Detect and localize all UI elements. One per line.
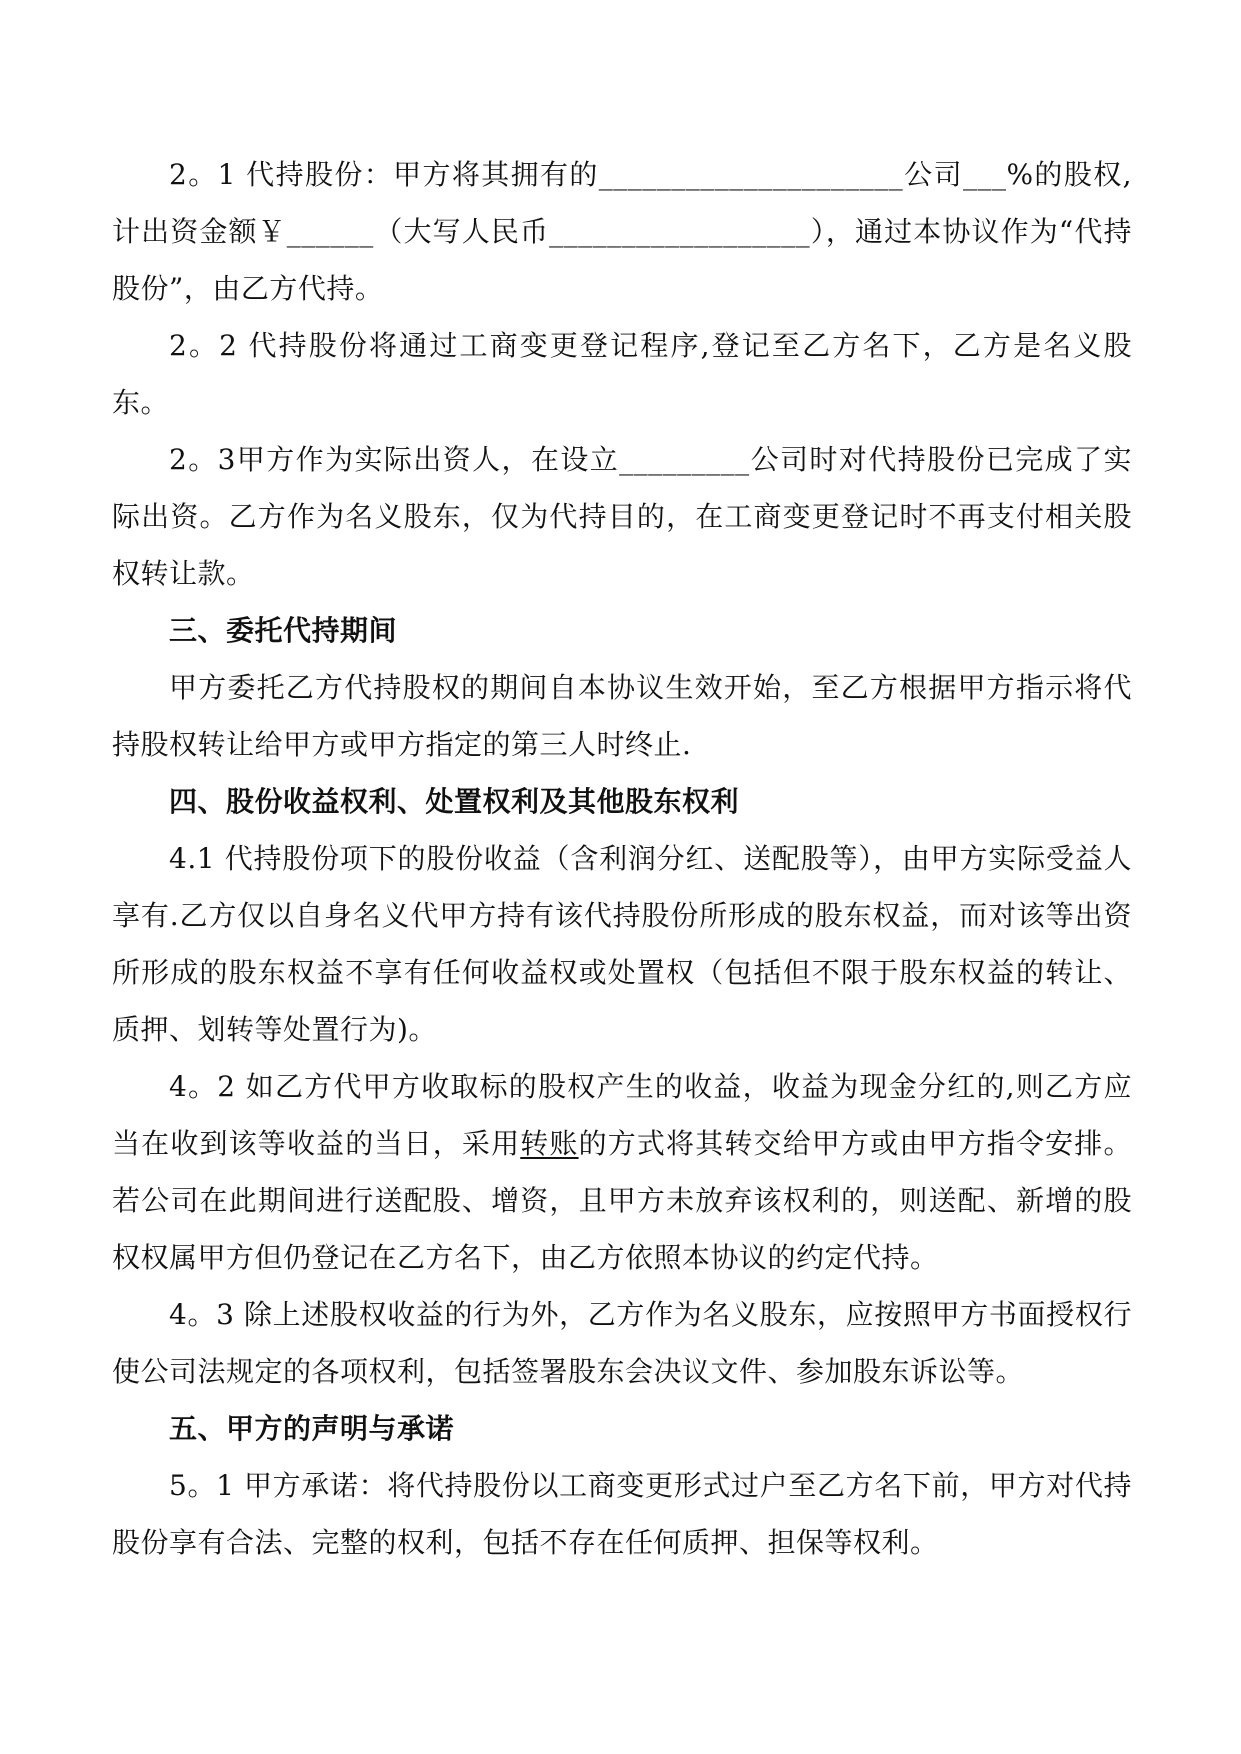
clause-4-3: 4。3 除上述股权收益的行为外，乙方作为名义股东，应按照甲方书面授权行使公司法规定的各项权利，包括签署股东会决议文件、参加股东诉讼等。	[112, 1298, 1132, 1388]
clause-2-1: 2。1 代持股份：甲方将其拥有的_____________________公司___%的股权,计出资金额￥______（大写人民币__________________），通过本协议作为“代持股份”，由乙方代持。	[112, 158, 1132, 305]
clause-4-1: 4.1 代持股份项下的股份收益（含利润分红、送配股等），由甲方实际受益人享有.乙方仅以自身名义代甲方持有该代持股份所形成的股东权益，而对该等出资所形成的股东权益不享有任何收益权或处置权（包括但不限于股东权益的转让、质押、划转等处置行为)。	[112, 842, 1132, 1046]
clause-3: 甲方委托乙方代持股权的期间自本协议生效开始，至乙方根据甲方指示将代持股权转让给甲方或甲方指定的第三人时终止.	[112, 671, 1132, 761]
document-page	[112, 146, 1132, 1571]
section-heading-3: 三、委托代持期间	[169, 614, 398, 647]
transfer-link-text: 转账	[520, 1127, 579, 1160]
clause-4-2-part-b: 的方式将其转交给甲方或由甲方指令安排。若公司在此期间进行送配股、增资，且甲方未放弃该权利的，则送配、新增的股权权属甲方但仍登记在乙方名下，由乙方依照本协议的约定代持。	[112, 1127, 1132, 1274]
clause-5-1: 5。1 甲方承诺：将代持股份以工商变更形式过户至乙方名下前，甲方对代持股份享有合法、完整的权利，包括不存在任何质押、担保等权利。	[112, 1469, 1132, 1559]
section-heading-5: 五、甲方的声明与承诺	[169, 1412, 455, 1445]
clause-4-2-part-a: 4。2 如乙方代甲方收取标的股权产生的收益，收益为现金分红的,则乙方应当在收到该等收益的当日，采用	[112, 1070, 1132, 1160]
clause-2-3: 2。3甲方作为实际出资人，在设立_________公司时对代持股份已完成了实际出资。乙方作为名义股东，仅为代持目的，在工商变更登记时不再支付相关股权转让款。	[112, 443, 1132, 590]
section-heading-4: 四、股份收益权利、处置权利及其他股东权利	[169, 785, 740, 818]
clause-4-2	[112, 1058, 1132, 1286]
clause-2-2: 2。2 代持股份将通过工商变更登记程序,登记至乙方名下，乙方是名义股东。	[112, 329, 1132, 419]
